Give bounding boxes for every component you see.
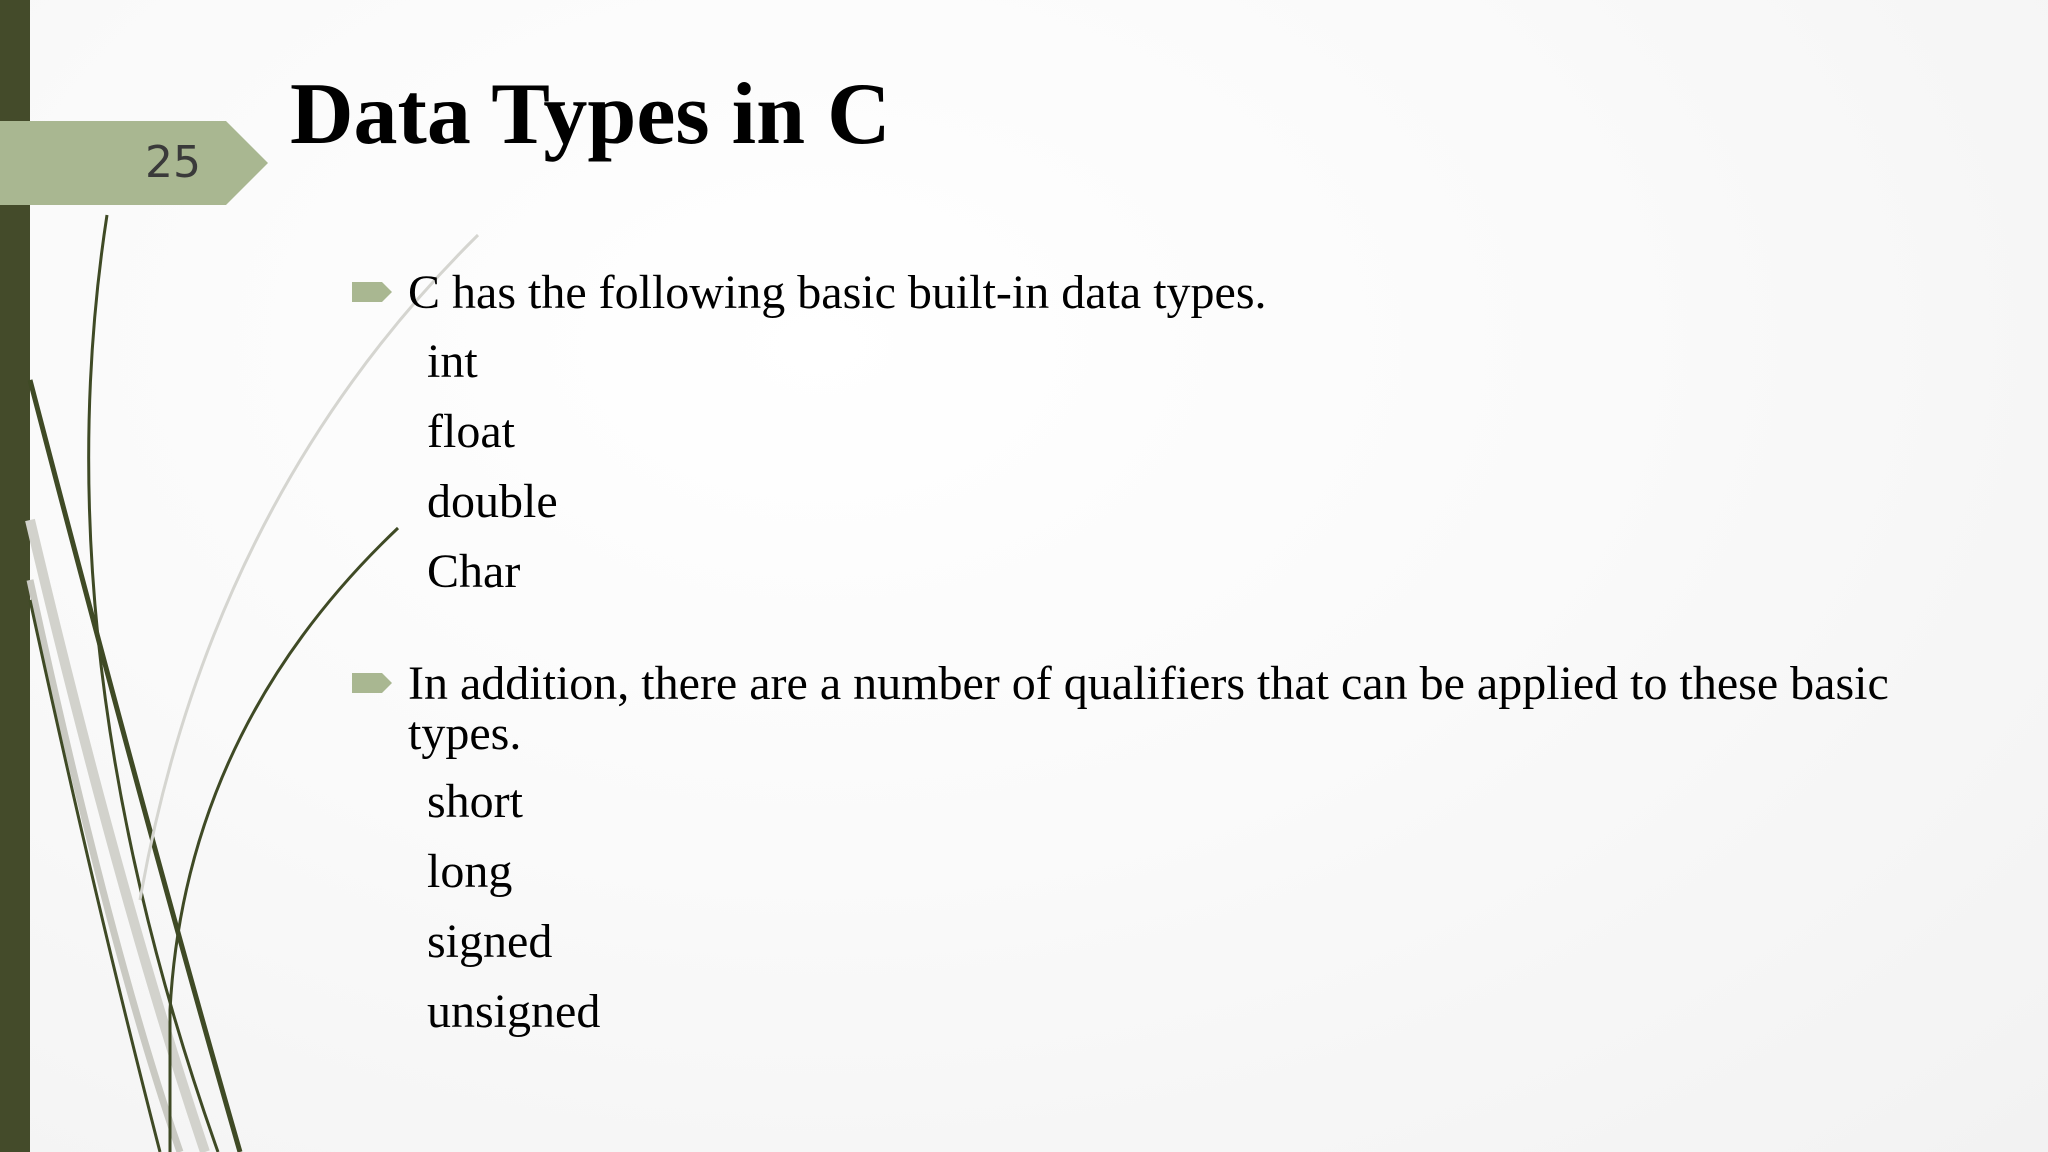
bullet-text: In addition, there are a number of qualifiers that can be applied to these basic types.	[408, 657, 1889, 760]
list-item: short	[427, 775, 523, 828]
bullet-point	[352, 268, 1952, 318]
arrow-bullet-icon	[352, 673, 392, 693]
list-item: float	[427, 405, 515, 458]
bullet-point	[352, 659, 1952, 759]
slide-content	[352, 268, 1952, 1047]
bullet-group-basic-types	[352, 268, 1952, 607]
list-item: int	[427, 335, 478, 388]
qualifiers-list	[352, 767, 1952, 1047]
bullet-text: C has the following basic built-in data types.	[408, 266, 1267, 319]
page-number: 25	[145, 137, 201, 188]
arrow-bullet-icon	[352, 282, 392, 302]
slide-title: Data Types in C	[290, 66, 891, 163]
list-item: Char	[427, 545, 521, 598]
bullet-group-qualifiers	[352, 659, 1952, 1047]
list-item: signed	[427, 915, 553, 968]
list-item: double	[427, 475, 558, 528]
basic-types-list	[352, 327, 1952, 607]
list-item: long	[427, 845, 513, 898]
list-item: unsigned	[427, 985, 601, 1038]
